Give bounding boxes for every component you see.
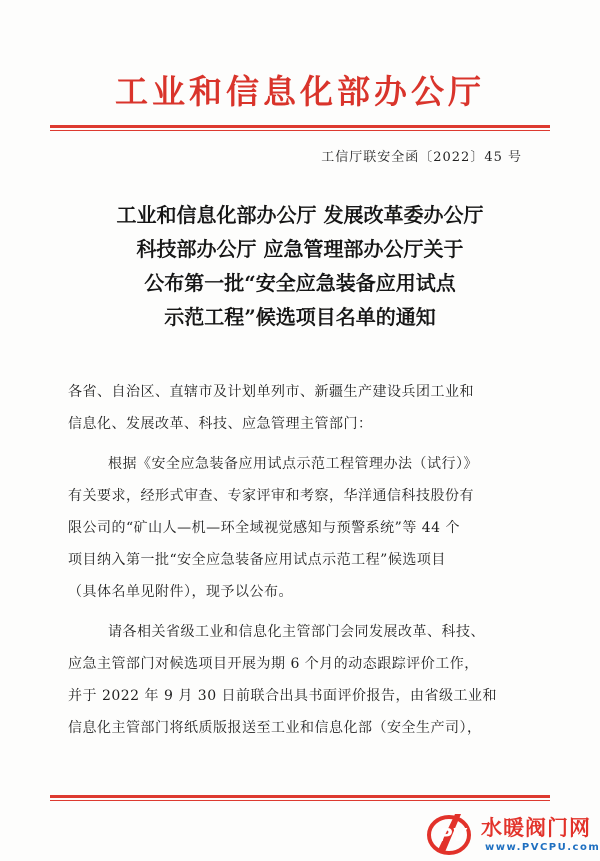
document-number: 工信厅联安全函〔2022〕45 号 — [321, 150, 522, 165]
addressee-line: 信息化、发展改革、科技、应急管理主管部门： — [68, 416, 373, 432]
paragraph-line: 请各相关省级工业和信息化主管部门会同发展改革、科技、 — [108, 624, 485, 640]
paragraph-line: 限公司的“矿山人—机—环全域视觉感知与预警系统”等 44 个 — [68, 520, 461, 536]
site-watermark — [425, 806, 600, 861]
notice-title — [0, 198, 600, 334]
paragraph-line: 有关要求，经形式审查、专家评审和考察，华洋通信科技股份有 — [68, 488, 474, 504]
notice-title-line: 科技部办公厅 应急管理部办公厅关于 — [136, 237, 464, 261]
notice-title-line: 示范工程”候选项目名单的通知 — [164, 305, 436, 329]
watermark-url: www.PVCPU.com — [485, 842, 600, 853]
paragraph-line: 项目纳入第一批“安全应急装备应用试点示范工程”候选项目 — [68, 552, 446, 568]
footer-red-rule-thin — [50, 800, 550, 801]
svg-text:PV: PV — [439, 825, 467, 846]
paragraph-line: 应急主管部门对候选项目开展为期 6 个月的动态跟踪评价工作， — [68, 656, 479, 672]
pv-logo-icon — [425, 808, 485, 858]
notice-title-line: 公布第一批“安全应急装备应用试点 — [144, 271, 456, 295]
header-red-rule-thick — [50, 125, 550, 128]
paragraph-line: 信息化主管部门将纸质版报送至工业和信息化部（安全生产司）， — [68, 720, 482, 736]
paragraph-line: 根据《安全应急装备应用试点示范工程管理办法（试行）》 — [108, 456, 478, 472]
paragraph-line: （具体名单见附件），现予以公布。 — [68, 584, 293, 600]
notice-title-line: 工业和信息化部办公厅 发展改革委办公厅 — [116, 203, 484, 227]
org-header-title: 工业和信息化部办公厅 — [115, 72, 485, 111]
footer-red-rule-thick — [50, 795, 550, 798]
watermark-site-name: 水暖阀门网 — [481, 816, 591, 840]
header-red-rule-thin — [50, 130, 550, 131]
paragraph-line: 并于 2022 年 9 月 30 日前联合出具书面评价报告，由省级工业和 — [68, 688, 498, 704]
body-text — [68, 376, 550, 744]
addressee-line: 各省、自治区、直辖市及计划单列市、新疆生产建设兵团工业和 — [68, 384, 474, 400]
